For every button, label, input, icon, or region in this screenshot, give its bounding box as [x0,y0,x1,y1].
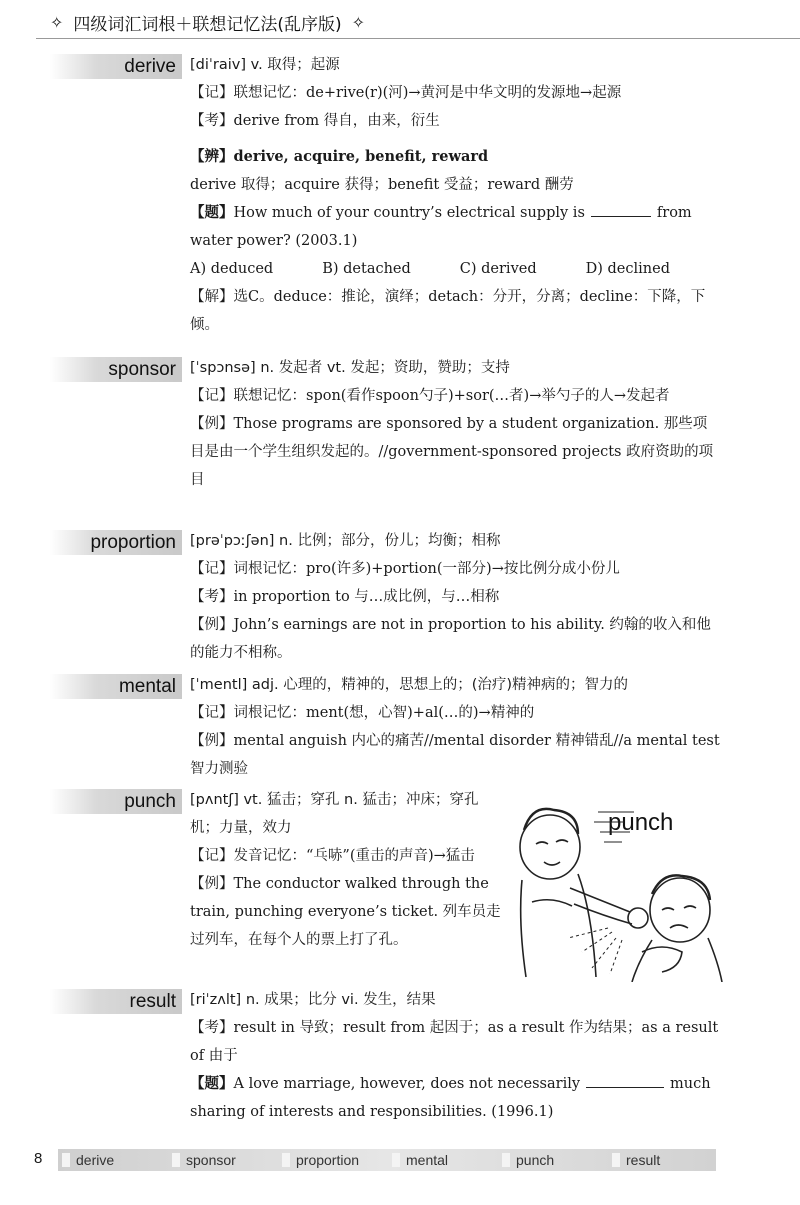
example-note: 【例】The conductor walked through the train, punching everyone’s ticket. 列车员走过列车，在每个人的票上打了孔。 [190,876,501,948]
answer-options [190,255,670,283]
option-d: D) declined [585,261,670,277]
exam-note: 【考】result in 导致；result from 起因于；as a result 作为结果；as a result of 由于 [190,1020,719,1064]
explanation: 【解】选C。deduce：推论，演绎；detach：分开，分离；decline：下降，下倾。 [190,289,706,333]
footer-word: derive [62,1149,114,1171]
headword-punch: punch [50,789,182,814]
phonetic: [riˈzʌlt] [190,992,242,1008]
definition: n. 比例；部分，份儿；均衡；相称 [279,533,501,549]
footer-word: mental [392,1149,448,1171]
question-text-after: much sharing of interests and responsibilities. (1996.1) [190,1076,711,1120]
definition: adj. 心理的，精神的，思想上的；(治疗)精神病的；智力的 [251,677,629,693]
answer-blank [591,202,651,217]
illustration-label: punch [608,809,674,836]
phonetic: [prəˈpɔːʃən] [190,533,275,549]
headword-proportion: proportion [50,530,182,555]
distinguish-title: derive, acquire, benefit, reward [233,148,489,165]
exam-note: 【考】in proportion to 与…成比例，与…相称 [190,589,500,605]
memory-note: 【记】词根记忆：ment(想，心智)+al(…的)→精神的 [190,705,535,721]
headword-mental: mental [50,674,182,699]
footer-word-index [58,1149,716,1171]
example-note: 【例】John’s earnings are not in proportion to his ability. 约翰的收入和他的能力不相称。 [190,617,711,661]
page-header [40,6,375,38]
headword-derive: derive [50,54,182,79]
memory-note: 【记】发音记忆：“乓哧”(重击的声音)→猛击 [190,848,475,864]
exam-note: 【考】derive from 得自，由来，衍生 [190,113,440,129]
diamond-icon: ✧ [351,12,366,32]
page-footer [0,1148,800,1172]
memory-note: 【记】联想记忆：de+rive(r)(河)→黄河是中华文明的发源地→起源 [190,85,622,101]
phonetic: [ˈmentl] [190,677,248,693]
punch-illustration [512,792,724,982]
phonetic: [pʌntʃ] [190,792,239,808]
book-title: 四级词汇词根＋联想记忆法(乱序版) [73,14,342,35]
phonetic: [diˈraiv] [190,57,246,73]
memory-note: 【记】词根记忆：pro(许多)+portion(一部分)→按比例分成小份儿 [190,561,620,577]
option-b: B) detached [322,261,411,277]
page-number: 8 [34,1150,43,1167]
question-tag: 【题】 [190,204,234,221]
example-note: 【例】mental anguish 内心的痛苦//mental disorder 精神错乱//a mental test 智力测验 [190,733,720,777]
phonetic: [ˈspɔnsə] [190,360,256,376]
option-a: A) deduced [190,261,274,277]
footer-word: result [612,1149,660,1171]
example-note: 【例】Those programs are sponsored by a student organization. 那些项目是由一个学生组织发起的。//government-sponsored projects 政府资助的项目 [190,416,714,488]
definition: vt. 猛击；穿孔 n. 猛击；冲床；穿孔机；力量，效力 [190,792,479,836]
memory-note: 【记】联想记忆：spon(看作spoon勺子)+sor(…者)→举勺子的人→发起者 [190,388,670,404]
answer-blank [586,1073,664,1088]
definition: v. 取得；起源 [250,57,340,73]
option-c: C) derived [459,261,537,277]
header-divider [36,38,800,39]
question-text-after: from water power? (2003.1) [190,205,692,249]
diamond-icon: ✧ [50,12,64,32]
headword-result: result [50,989,182,1014]
question-tag: 【题】 [190,1075,234,1092]
distinguish-text: derive 取得；acquire 获得；benefit 受益；reward 酬劳 [190,177,574,193]
headword-sponsor: sponsor [50,357,182,382]
footer-word: punch [502,1149,554,1171]
question-text-before: A love marriage, however, does not necessarily [233,1076,581,1092]
footer-word: proportion [282,1149,359,1171]
question-text-before: How much of your country’s electrical supply is [233,205,585,221]
definition: n. 发起者 vt. 发起；资助，赞助；支持 [260,360,510,376]
distinguish-tag: 【辨】 [190,148,234,165]
footer-word: sponsor [172,1149,236,1171]
definition: n. 成果；比分 vi. 发生，结果 [245,992,436,1008]
